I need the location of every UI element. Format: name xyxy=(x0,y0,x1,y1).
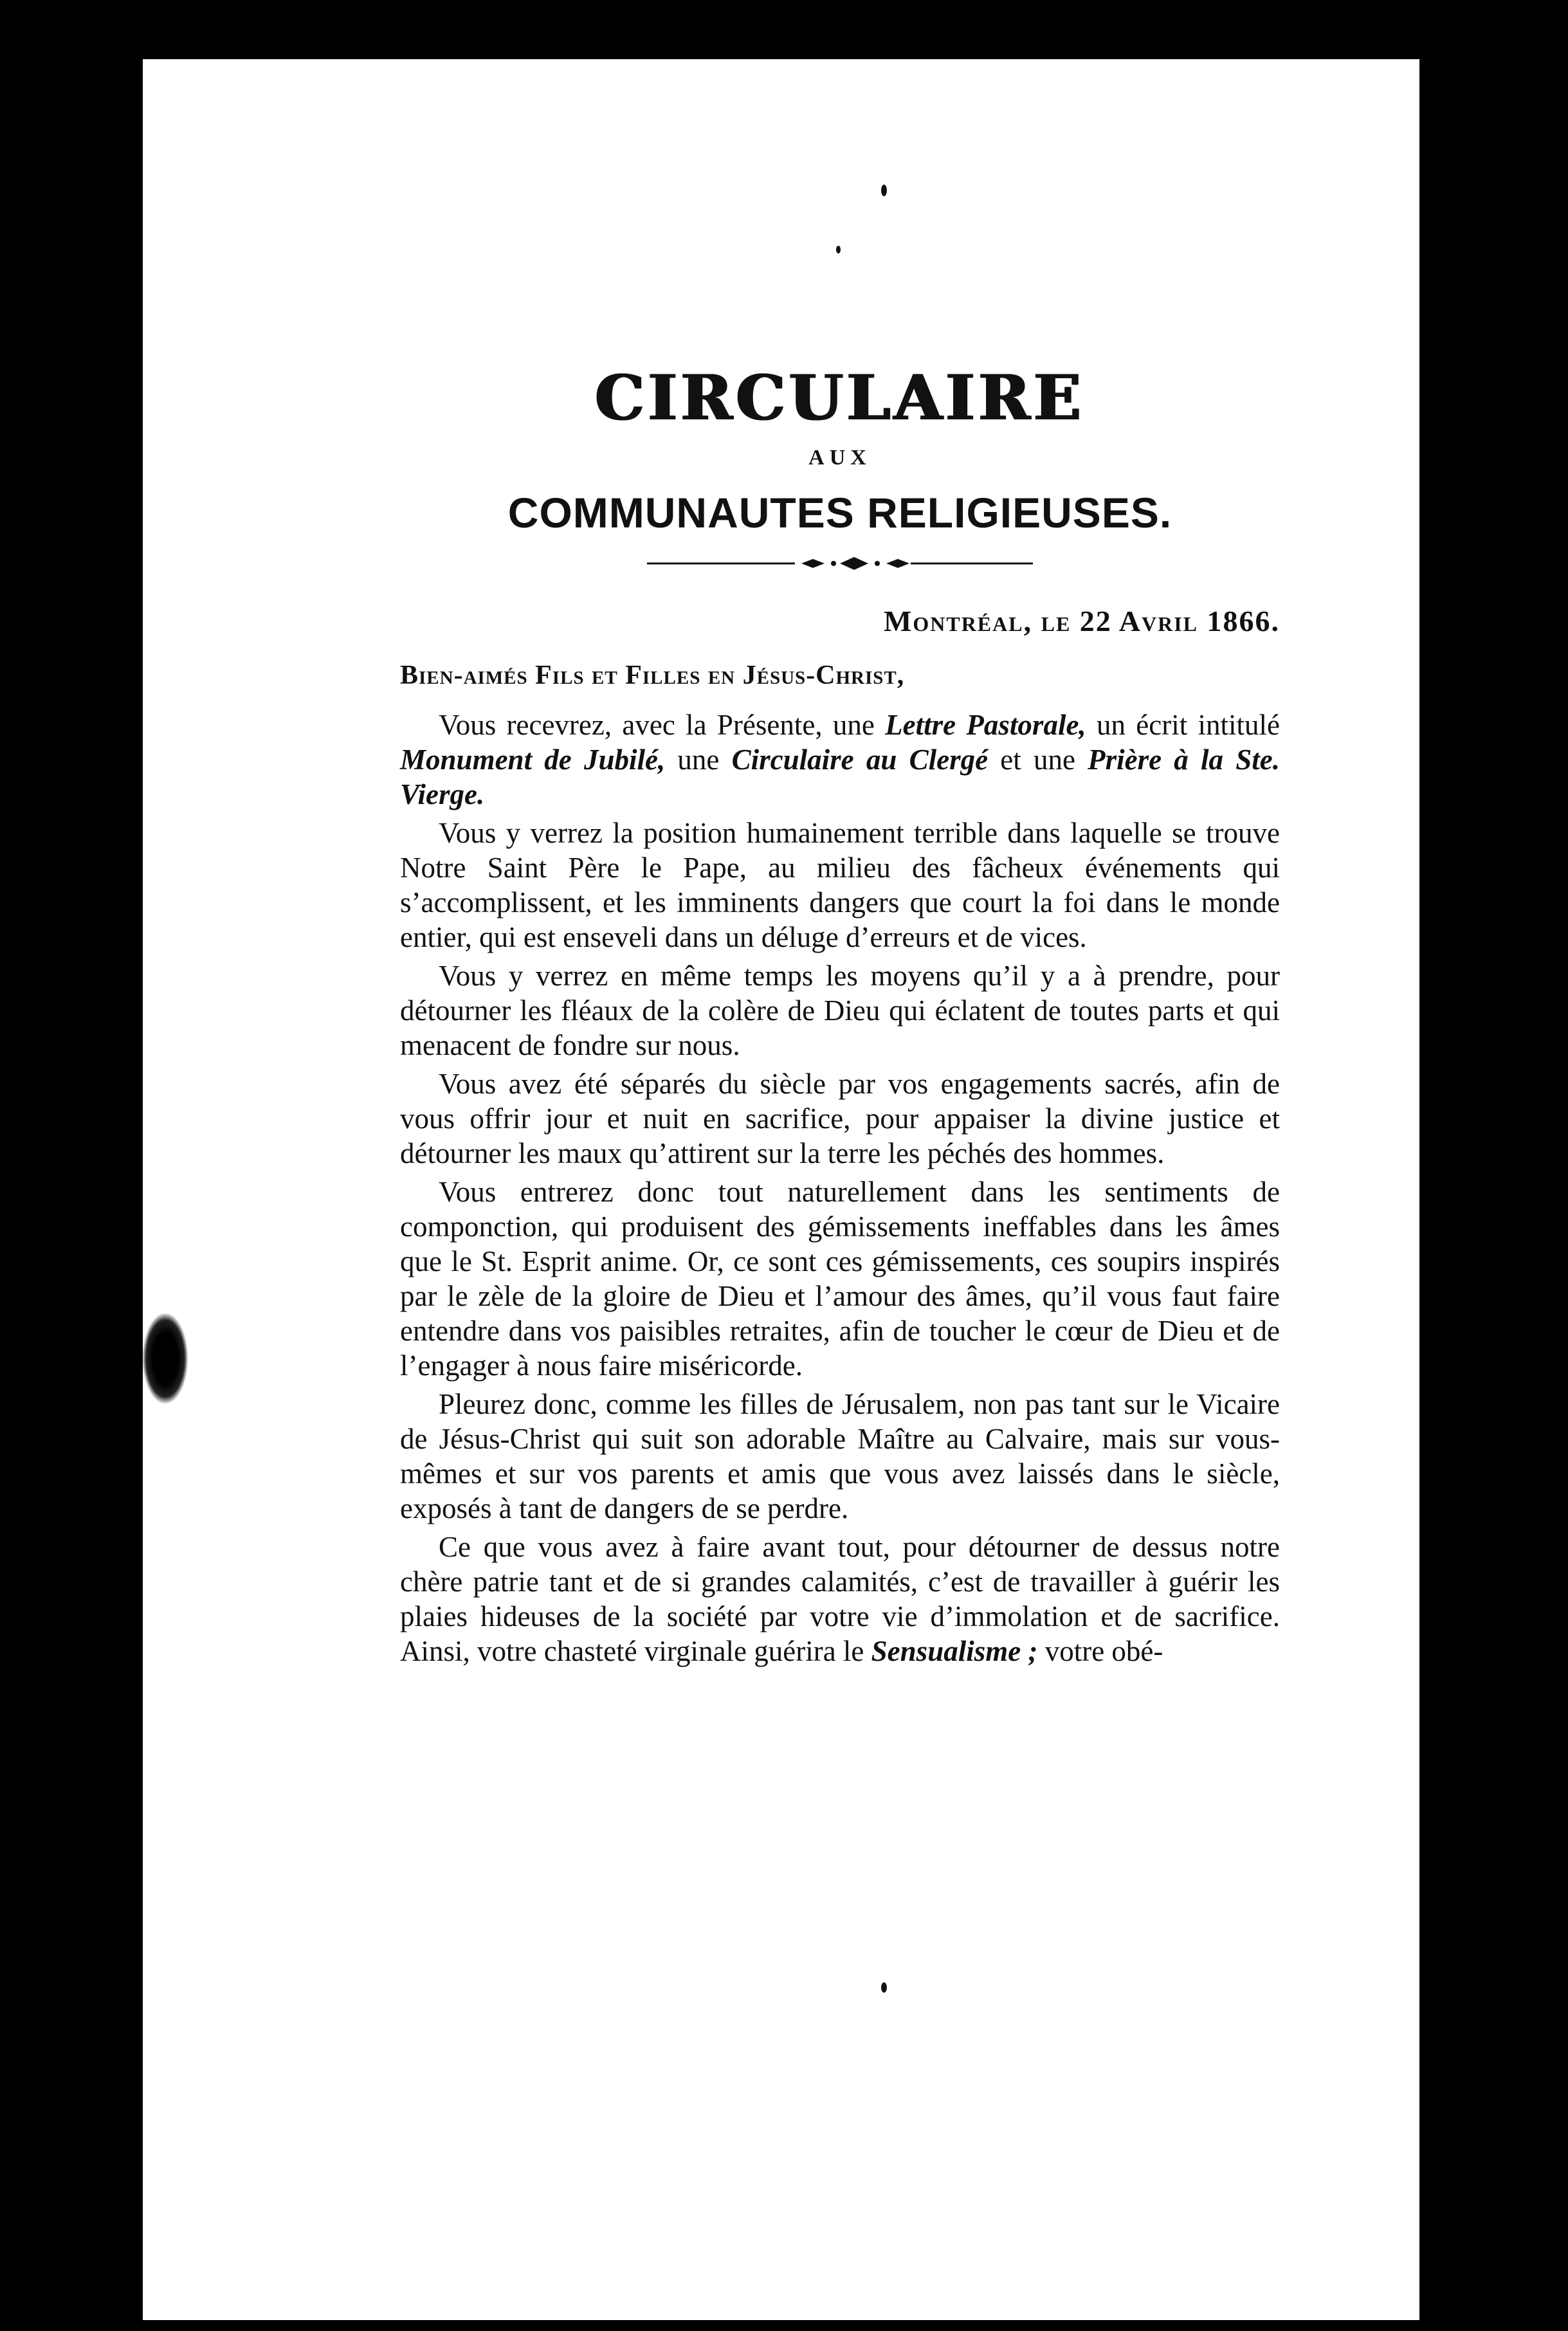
text-segment: Vous y verrez en même temps les moyens qu’il y a à prendre, pour détourner les fléaux de la colère de Dieu qui éclatent de toutes parts et qui menacent de fondre sur nous. xyxy=(400,960,1280,1061)
text-segment: et une xyxy=(988,744,1088,776)
text-segment: Vous y verrez la position humainement terrible dans laquelle se trouve Notre Saint Père le Pape, au milieu des fâcheux événements qui s’accomplissent, et les imminents dangers que court la foi dans le monde entier, qui est enseveli dans un déluge d’erreurs et de vices. xyxy=(400,817,1280,953)
italic-text: Monument de Jubilé, xyxy=(400,744,666,776)
ink-blot xyxy=(143,1313,188,1403)
text-segment: Pleurez donc, comme les filles de Jérusalem, non pas tant sur le Vicaire de Jésus-Christ qui suit son adorable Maître au Calvaire, mais sur vous-mêmes et sur vos parents et amis que vous avez laissés dans le siècle, exposés à tant de dangers de se perdre. xyxy=(400,1388,1280,1524)
salutation: Bien-aimés Fils et Filles en Jésus-Christ, xyxy=(400,661,905,690)
speck-mark xyxy=(881,1982,887,1993)
document-subtitle: COMMUNAUTES RELIGIEUSES. xyxy=(507,489,1172,536)
document-title: CIRCULAIRE xyxy=(595,361,1085,434)
paragraph xyxy=(400,1175,1280,1383)
text-segment: Vous entrerez donc tout naturellement dans les sentiments de componction, qui produisent des gémissements ineffables dans les âmes que le St. Esprit anime. Or, ce sont ces gémissements, ces soupirs inspirés par le zèle de la gloire de Dieu et l’amour des âmes, qu’il vous faut faire entendre dans vos paisibles retraites, afin de toucher le cœur de Dieu et de l’engager à nous faire miséricorde. xyxy=(400,1176,1280,1382)
document-page xyxy=(143,59,1419,2320)
document-body xyxy=(400,361,1280,1672)
text-segment: Vous recevrez, avec la Présente, une xyxy=(439,709,886,741)
document-aux: AUX xyxy=(808,446,871,470)
italic-text: Sensualisme ; xyxy=(871,1635,1038,1667)
paragraph xyxy=(400,1387,1280,1526)
italic-text: Prière à la Ste. Vierge. xyxy=(400,744,1280,810)
speck-mark xyxy=(881,185,887,196)
text-segment: une xyxy=(665,744,732,776)
text-segment: Vous avez été séparés du siècle par vos engagements sacrés, afin de vous offrir jour et nuit en sacrifice, pour appaiser la divine justice et détourner les maux qu’attirent sur la terre les péchés des hommes. xyxy=(400,1068,1280,1169)
paragraph xyxy=(400,1066,1280,1171)
ornamental-divider xyxy=(647,554,1033,573)
paragraph xyxy=(400,816,1280,955)
text-segment: Ce que vous avez à faire avant tout, pour détourner de dessus notre chère patrie tant et de si grandes calamités, c’est de travailler à guérir les plaies hideuses de la société par votre vie d’immolation et de sacrifice. Ainsi, votre chasteté virginale guérira le xyxy=(400,1531,1280,1667)
italic-text: Circulaire au Clergé xyxy=(731,744,989,776)
paragraph xyxy=(400,708,1280,812)
speck-mark xyxy=(836,246,841,253)
text-segment: votre obé- xyxy=(1037,1635,1163,1667)
document-date: Montréal, le 22 Avril 1866. xyxy=(883,605,1280,637)
text-segment: un écrit intitulé xyxy=(1086,709,1280,741)
paragraph xyxy=(400,1530,1280,1668)
body-paragraphs xyxy=(400,708,1280,1668)
paragraph xyxy=(400,958,1280,1063)
italic-text: Lettre Pastorale, xyxy=(885,709,1086,741)
